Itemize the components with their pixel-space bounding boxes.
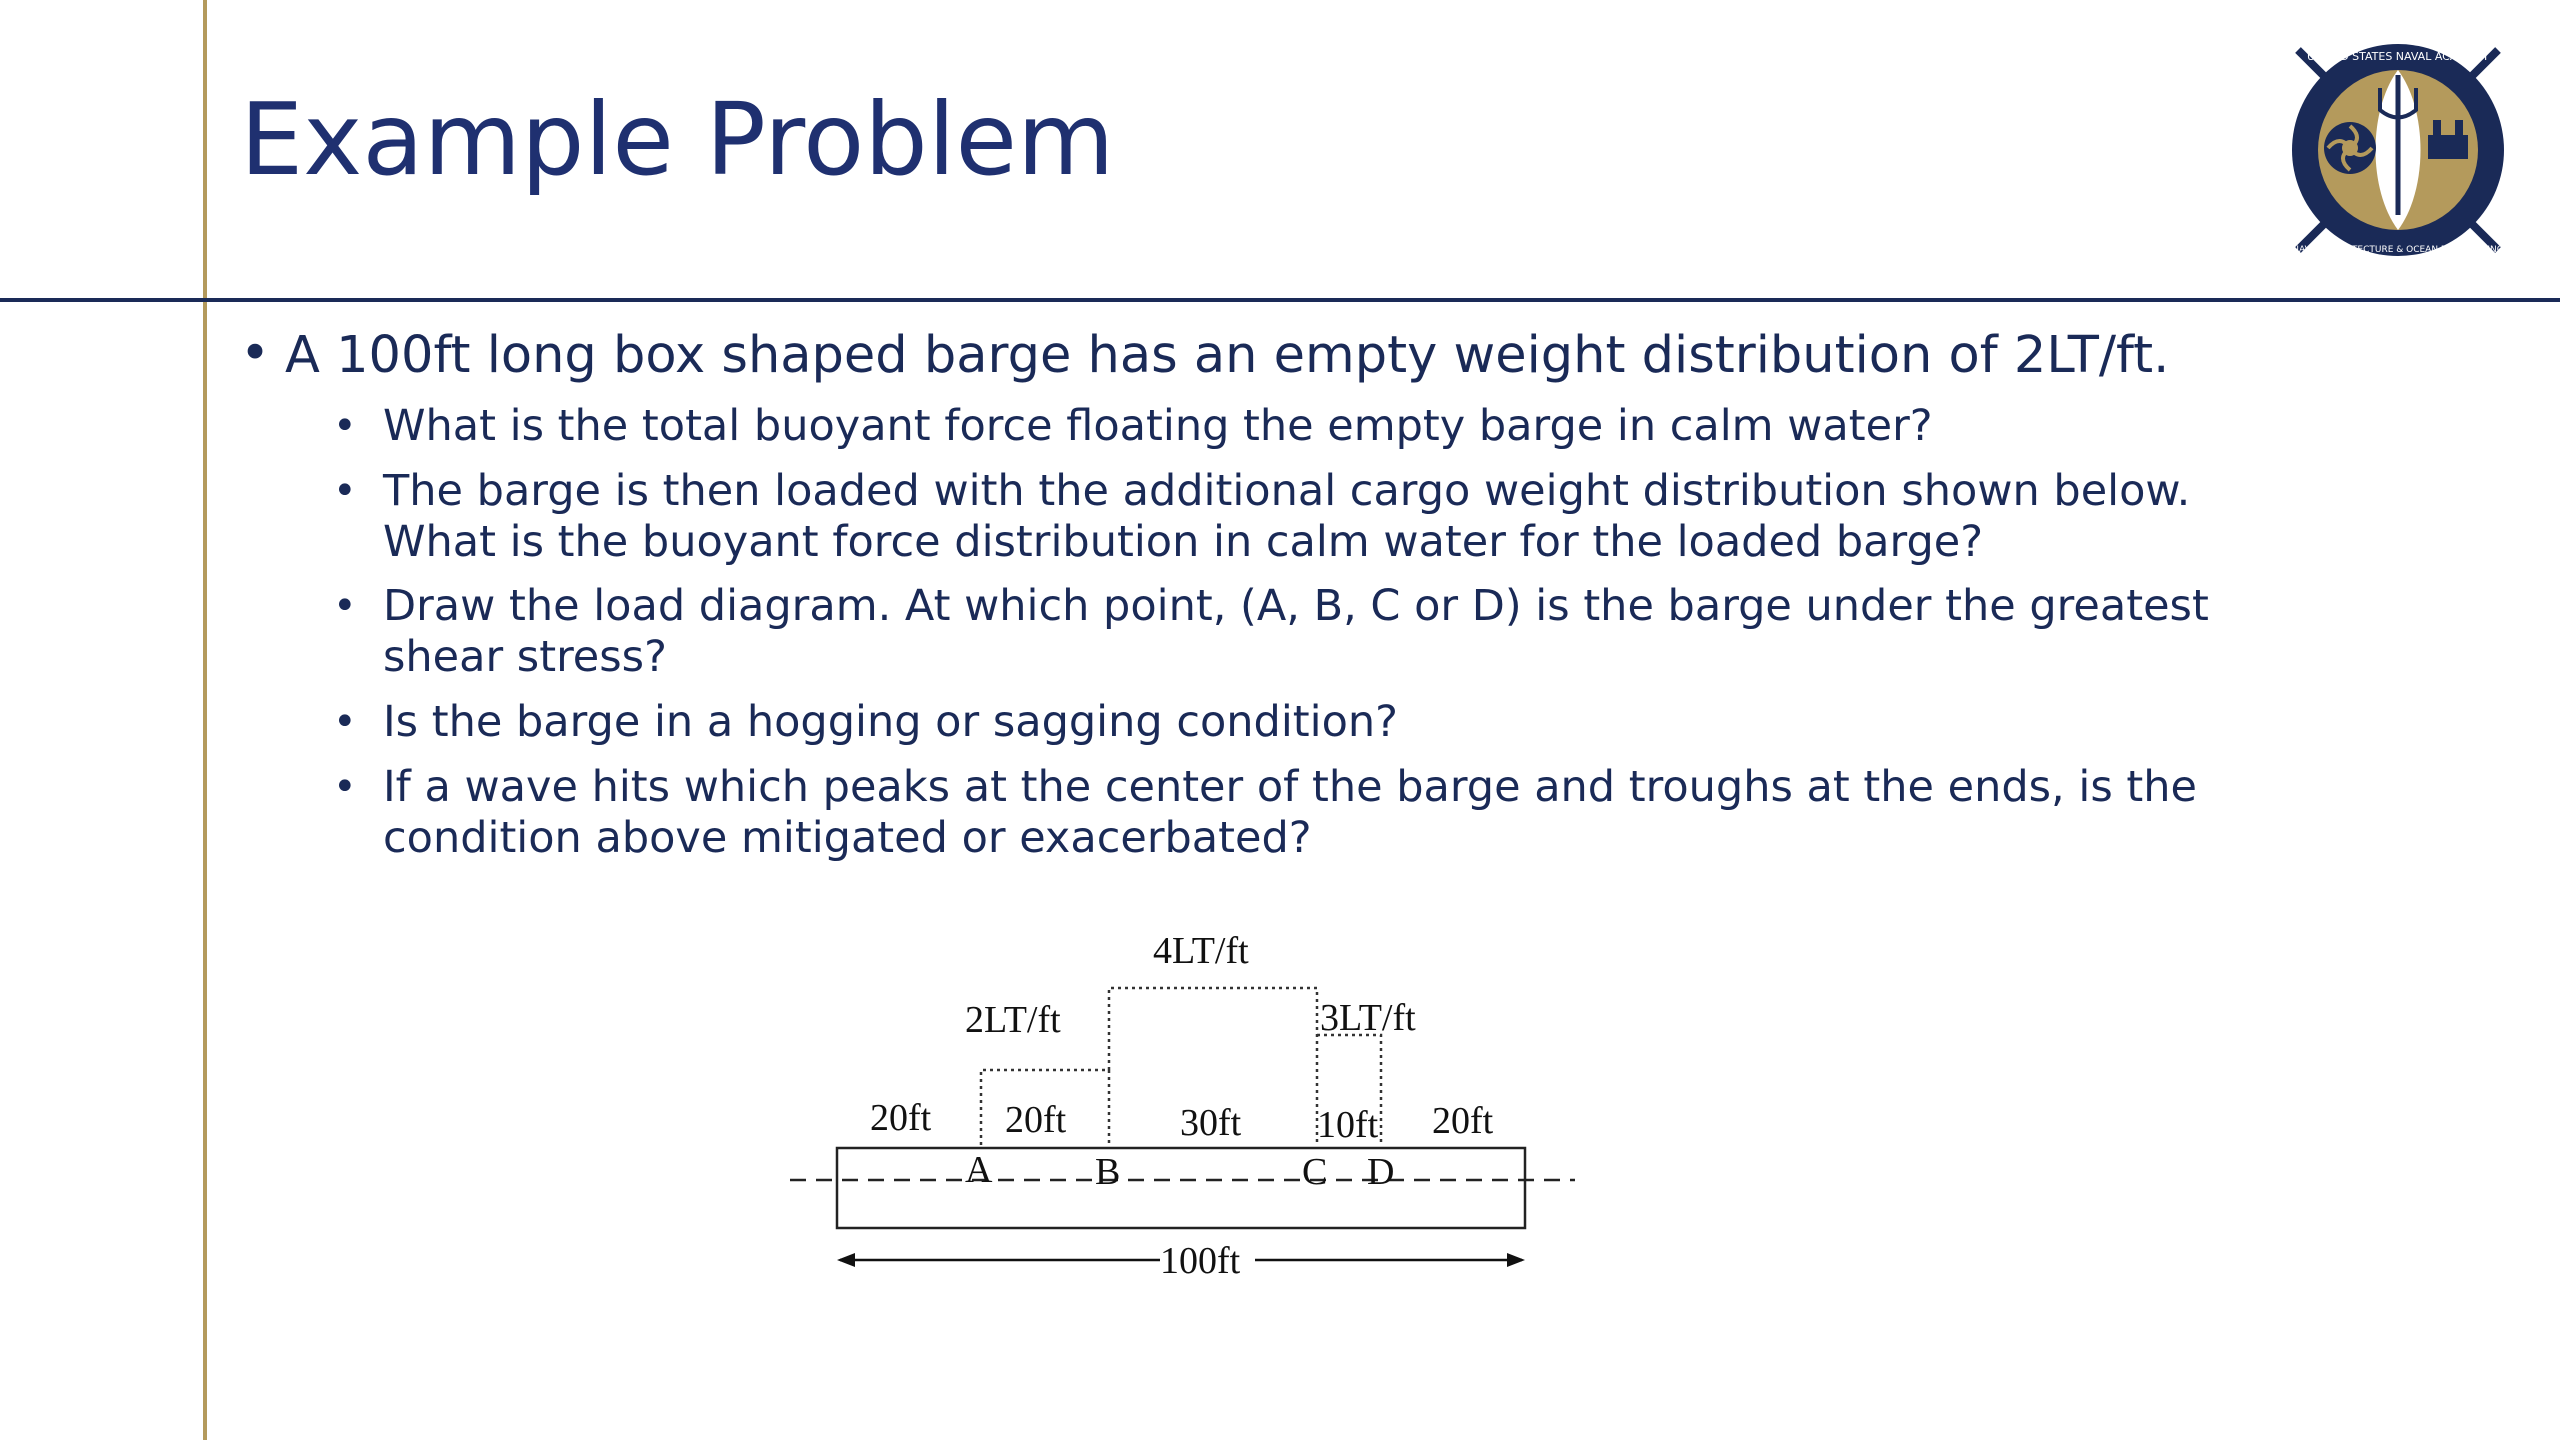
point-label-d: D: [1367, 1151, 1395, 1193]
sub-bullet-text: Is the barge in a hogging or sagging condition?: [383, 697, 1398, 747]
arrowhead-right-icon: [1507, 1253, 1525, 1267]
segment-label-2: 20ft: [1005, 1099, 1067, 1141]
vertical-gold-divider: [203, 0, 207, 1440]
bullet-dot-icon: •: [333, 583, 357, 629]
bullet-dot-icon: •: [333, 699, 357, 745]
sub-bullet-text: What is the total buoyant force floating the empty barge in calm water?: [383, 401, 1933, 451]
horizontal-navy-divider: [0, 298, 2560, 302]
barge-hull: [837, 1148, 1525, 1228]
point-label-c: C: [1302, 1151, 1328, 1193]
bullet-dot-icon: •: [333, 403, 357, 449]
segment-label-4: 10ft: [1317, 1104, 1379, 1146]
load-label-2lt: 2LT/ft: [965, 999, 1061, 1041]
usna-naval-architecture-seal-icon: [2278, 30, 2518, 270]
sub-bullet-text: Draw the load diagram. At which point, (A, B, C or D) is the barge under the greatest: [383, 581, 2209, 631]
point-label-b: B: [1095, 1151, 1121, 1193]
sub-bullet-text-cont: shear stress?: [383, 632, 667, 682]
arrowhead-left-icon: [837, 1253, 855, 1267]
page-title: Example Problem: [240, 81, 1115, 198]
sub-bullet-text-cont: What is the buoyant force distribution in calm water for the loaded barge?: [383, 517, 1984, 567]
bullet-dot-icon: •: [333, 468, 357, 514]
point-label-a: A: [965, 1149, 993, 1191]
seal-ring-bottom-text: NAVAL ARCHITECTURE & OCEAN ENGINEERING: [2292, 245, 2504, 255]
barge-load-diagram: [780, 920, 1580, 1300]
load-label-4lt: 4LT/ft: [1153, 930, 1249, 972]
seal-ring-top-text: UNITED STATES NAVAL ACADEMY: [2306, 50, 2490, 63]
bullet-dot-icon: •: [240, 324, 271, 383]
bullet-dot-icon: •: [333, 764, 357, 810]
segment-label-3: 30ft: [1180, 1102, 1242, 1144]
main-bullet-text: A 100ft long box shaped barge has an empty weight distribution of 2LT/ft.: [285, 326, 2170, 385]
segment-label-1: 20ft: [870, 1097, 932, 1139]
sub-bullet-text-cont: condition above mitigated or exacerbated?: [383, 813, 1312, 863]
segment-label-5: 20ft: [1432, 1100, 1494, 1142]
sub-bullet-text: The barge is then loaded with the additional cargo weight distribution shown below.: [383, 466, 2191, 516]
sub-bullet-text: If a wave hits which peaks at the center of the barge and troughs at the ends, is the: [383, 762, 2197, 812]
length-label: 100ft: [1160, 1240, 1241, 1282]
load-label-3lt: 3LT/ft: [1320, 997, 1416, 1039]
